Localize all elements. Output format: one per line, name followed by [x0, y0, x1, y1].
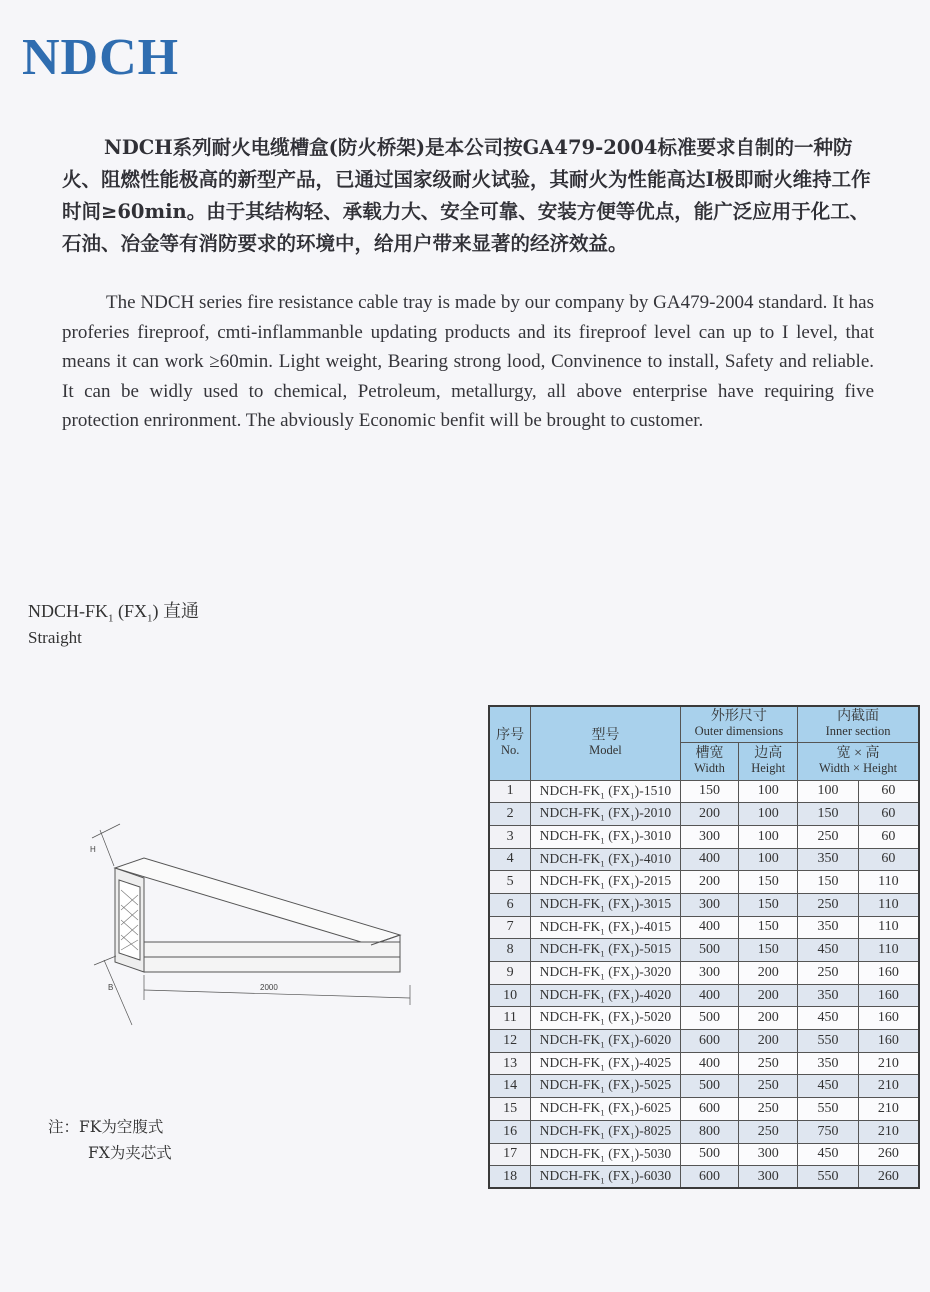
model-part: (FX [604, 964, 631, 979]
cell-no: 3 [489, 825, 531, 848]
cell-inner-height: 210 [858, 1075, 919, 1098]
table-row [489, 1120, 919, 1143]
page-title: NDCH [22, 29, 180, 86]
table-row [489, 825, 919, 848]
cell-inner-height: 210 [858, 1098, 919, 1121]
model-part: 4020 [643, 986, 672, 1002]
col-header-no-cn: 序号 [496, 728, 525, 744]
model-part: 1 [600, 971, 605, 982]
model-part: (FX [604, 850, 631, 866]
model-part: 1 [600, 1153, 605, 1164]
table-row [489, 1052, 919, 1075]
model-part: 1 [630, 1039, 635, 1050]
model-part: (FX [604, 986, 631, 1002]
cell-inner-width: 450 [798, 1143, 859, 1166]
cell-inner-height: 160 [858, 1030, 919, 1053]
col-header-wh [798, 742, 919, 780]
cell-width: 500 [680, 1075, 739, 1098]
model-part: )- [634, 1167, 644, 1183]
cell-no: 9 [489, 962, 531, 985]
model-part: (FX [604, 1167, 631, 1183]
note [48, 1114, 172, 1166]
table-row [489, 1166, 919, 1189]
height-dimension-label: H [90, 845, 96, 854]
cell-height: 300 [739, 1166, 798, 1189]
model-part: 5025 [643, 1077, 672, 1093]
model-part: NDCH-FK [539, 873, 601, 889]
cell-width: 300 [680, 893, 739, 916]
col-header-inner [798, 706, 919, 742]
model-part: )- [634, 805, 644, 821]
table-row [489, 893, 919, 916]
model-part: 1510 [643, 782, 672, 798]
col-header-height [739, 742, 798, 780]
cell-width: 150 [680, 780, 739, 803]
cell-inner-width: 450 [798, 1007, 859, 1030]
model-part: (FX [604, 1145, 631, 1161]
model-part: )- [634, 1032, 644, 1048]
model-part: 4010 [643, 850, 672, 866]
cell-inner-width: 250 [798, 893, 859, 916]
cell-height: 100 [739, 803, 798, 826]
model-part: 1 [630, 812, 635, 823]
model-part: (FX [604, 895, 631, 911]
cell-inner-height: 60 [858, 848, 919, 871]
model-part: NDCH-FK [539, 1054, 601, 1070]
spec-table [488, 705, 920, 1189]
cell-height: 150 [739, 916, 798, 939]
model-part: 1 [630, 835, 635, 846]
model-part: 1 [600, 880, 605, 891]
col-header-outer [680, 706, 798, 742]
model-part: 2010 [643, 805, 672, 821]
col-header-height-en: Height [751, 761, 786, 775]
table-row [489, 939, 919, 962]
col-header-no-en: No. [500, 743, 520, 758]
cell-inner-height: 160 [858, 962, 919, 985]
section-title-suffix: ) 直通 [152, 601, 200, 621]
col-header-width [680, 742, 739, 780]
model-part: 1 [630, 971, 635, 982]
cell-inner-width: 550 [798, 1098, 859, 1121]
width-dimension-label: B [108, 983, 114, 992]
model-part: )- [634, 895, 644, 911]
col-header-inner-en: Inner section [825, 724, 891, 739]
cell-no: 5 [489, 871, 531, 894]
cell-no: 12 [489, 1030, 531, 1053]
cell-inner-width: 250 [798, 825, 859, 848]
cell-inner-width: 350 [798, 1052, 859, 1075]
cell-width: 300 [680, 962, 739, 985]
width-dimension-line [104, 960, 132, 1025]
model-part: (FX [604, 1100, 631, 1116]
cell-height: 100 [739, 848, 798, 871]
model-part: 1 [630, 790, 635, 801]
cell-inner-width: 450 [798, 1075, 859, 1098]
cell-width: 400 [680, 1052, 739, 1075]
cell-model [531, 1075, 680, 1098]
model-part: )- [634, 918, 644, 934]
model-part: 1 [600, 1130, 605, 1141]
model-part: 1 [600, 1039, 605, 1050]
cell-width: 400 [680, 984, 739, 1007]
table-row [489, 1075, 919, 1098]
cell-inner-width: 350 [798, 916, 859, 939]
model-part: 3020 [643, 964, 672, 979]
cable-tray-diagram [80, 810, 425, 1040]
cell-height: 200 [739, 1030, 798, 1053]
model-part: 5020 [643, 1009, 672, 1025]
model-part: 1 [600, 1062, 605, 1073]
table-row [489, 1098, 919, 1121]
model-part: )- [634, 1100, 644, 1116]
cell-height: 250 [739, 1075, 798, 1098]
cell-inner-height: 160 [858, 1007, 919, 1030]
intro-english: The NDCH series fire resistance cable tray is made by our company by GA479-2004 standard. It has proferies fireproof, cmti-inflammanble updating products and its fireproof level can up to I level, that means it can work ≥60min. Light weight, Bearing strong lood, Convinence to install, Safety and reliable. It can be widly used to chemical, Petroleum, metallurgy, all above enterprise have requiring five protection enrironment. The abviously Economic benfit will be brought to customer. [62, 292, 874, 431]
section-title [28, 597, 199, 625]
cell-width: 500 [680, 1007, 739, 1030]
cell-no: 17 [489, 1143, 531, 1166]
model-part: 1 [600, 790, 605, 801]
model-part: NDCH-FK [539, 782, 601, 798]
cell-inner-width: 150 [798, 803, 859, 826]
model-part: 1 [600, 1085, 605, 1096]
cell-model [531, 962, 680, 985]
cell-width: 400 [680, 848, 739, 871]
cell-model [531, 939, 680, 962]
model-part: NDCH-FK [539, 1032, 601, 1048]
cell-width: 800 [680, 1120, 739, 1143]
model-part: )- [634, 782, 644, 798]
cell-model [531, 984, 680, 1007]
cell-inner-width: 150 [798, 871, 859, 894]
model-part: 1 [630, 858, 635, 869]
cell-inner-height: 210 [858, 1120, 919, 1143]
model-part: )- [634, 1145, 644, 1161]
cell-no: 8 [489, 939, 531, 962]
table-row [489, 803, 919, 826]
model-part: (FX [604, 1009, 631, 1025]
col-header-outer-cn: 外形尺寸 [710, 709, 767, 725]
model-part: (FX [604, 918, 631, 934]
model-part: )- [634, 827, 644, 843]
cell-height: 150 [739, 871, 798, 894]
cell-model [531, 848, 680, 871]
section-subtitle: Straight [28, 628, 82, 647]
cell-inner-width: 100 [798, 780, 859, 803]
cell-inner-height: 260 [858, 1143, 919, 1166]
model-part: 6030 [643, 1167, 672, 1183]
model-part: (FX [604, 873, 631, 889]
model-part: 6020 [643, 1032, 672, 1048]
cell-no: 2 [489, 803, 531, 826]
model-part: (FX [604, 782, 631, 798]
model-part: NDCH-FK [539, 1100, 601, 1116]
model-part: )- [634, 1009, 644, 1025]
model-part: NDCH-FK [539, 918, 601, 934]
cell-inner-height: 60 [858, 780, 919, 803]
table-row [489, 1007, 919, 1030]
model-part: 1 [630, 1017, 635, 1028]
col-header-outer-en: Outer dimensions [694, 724, 784, 739]
col-header-model-en: Model [589, 743, 622, 758]
col-header-height-cn: 边高 [754, 746, 783, 761]
model-part: NDCH-FK [539, 895, 601, 911]
model-part: (FX [604, 827, 631, 843]
model-part: )- [634, 1077, 644, 1093]
cell-inner-height: 110 [858, 871, 919, 894]
cell-no: 16 [489, 1120, 531, 1143]
cell-height: 250 [739, 1052, 798, 1075]
cell-no: 10 [489, 984, 531, 1007]
cell-height: 150 [739, 893, 798, 916]
col-header-width-en: Width [694, 761, 725, 775]
cell-height: 200 [739, 1007, 798, 1030]
cell-width: 600 [680, 1166, 739, 1189]
model-part: )- [634, 1054, 644, 1070]
cell-model [531, 1098, 680, 1121]
cell-height: 250 [739, 1120, 798, 1143]
cell-model [531, 1007, 680, 1030]
cell-inner-height: 110 [858, 939, 919, 962]
cell-inner-width: 750 [798, 1120, 859, 1143]
model-part: NDCH-FK [539, 827, 601, 843]
model-part: (FX [604, 1032, 631, 1048]
model-part: NDCH-FK [539, 1122, 601, 1138]
model-part: 5015 [643, 941, 672, 957]
model-part: NDCH-FK [539, 1145, 601, 1161]
model-part: 5030 [643, 1145, 672, 1161]
cell-model [531, 1143, 680, 1166]
cell-no: 14 [489, 1075, 531, 1098]
model-part: 1 [600, 812, 605, 823]
col-header-inner-cn: 内截面 [837, 709, 880, 725]
model-part: )- [634, 873, 644, 889]
cell-inner-height: 60 [858, 825, 919, 848]
model-part: 1 [630, 1107, 635, 1118]
model-part: (FX [604, 1054, 631, 1070]
model-part: 1 [630, 1085, 635, 1096]
model-part: (FX [604, 805, 631, 821]
cell-no: 7 [489, 916, 531, 939]
cell-no: 18 [489, 1166, 531, 1189]
cell-model [531, 780, 680, 803]
model-part: 1 [630, 949, 635, 959]
model-part: 1 [630, 903, 635, 914]
model-part: 1 [600, 1017, 605, 1028]
cell-height: 100 [739, 780, 798, 803]
model-part: (FX [604, 1077, 631, 1093]
cell-inner-width: 250 [798, 962, 859, 985]
model-part: 4015 [643, 918, 672, 934]
model-part: 1 [600, 1107, 605, 1118]
cell-width: 300 [680, 825, 739, 848]
model-part: (FX [604, 941, 631, 957]
cell-inner-height: 160 [858, 984, 919, 1007]
cell-width: 200 [680, 803, 739, 826]
model-part: NDCH-FK [539, 1167, 601, 1183]
model-part: 8025 [643, 1122, 672, 1138]
cell-inner-width: 550 [798, 1030, 859, 1053]
model-part: 2015 [643, 873, 672, 889]
length-dimension-label: 2000 [260, 983, 278, 992]
table-row [489, 848, 919, 871]
intro-chinese: NDCH系列耐火电缆槽盒(防火桥架)是本公司按GA479-2004标准要求自制的一种防火、阻燃性能极高的新型产品，已通过国家级耐火试验，其耐火为性能高达I极即耐火维持工作时间≥60min。由于其结构轻、承载力大、安全可靠、安装方便等优点，能广泛应用于化工、石油、冶金等有消防要求的环境中，给用户带来显著的经济效益。 [62, 136, 871, 255]
cell-width: 400 [680, 916, 739, 939]
cell-no: 11 [489, 1007, 531, 1030]
model-part: 3015 [643, 895, 672, 911]
section-title-prefix: NDCH-FK [28, 601, 109, 621]
cell-height: 250 [739, 1098, 798, 1121]
model-part: 1 [630, 1153, 635, 1164]
model-part: 1 [600, 926, 605, 937]
model-part: (FX [604, 1122, 631, 1138]
model-part: 1 [630, 1062, 635, 1073]
table-row [489, 962, 919, 985]
cell-height: 300 [739, 1143, 798, 1166]
cell-model [531, 803, 680, 826]
table-row [489, 984, 919, 1007]
table-row [489, 916, 919, 939]
model-part: 1 [630, 880, 635, 891]
cell-inner-height: 60 [858, 803, 919, 826]
model-part: NDCH-FK [539, 941, 601, 957]
model-part: 1 [600, 858, 605, 869]
cell-model [531, 1120, 680, 1143]
section-title-mid: (FX [113, 601, 148, 621]
cell-inner-height: 110 [858, 893, 919, 916]
model-part: 1 [600, 949, 605, 959]
cell-no: 13 [489, 1052, 531, 1075]
cell-inner-width: 350 [798, 984, 859, 1007]
cell-height: 200 [739, 962, 798, 985]
cell-inner-width: 550 [798, 1166, 859, 1189]
model-part: )- [634, 941, 644, 957]
model-part: 1 [630, 1130, 635, 1141]
table-row [489, 780, 919, 803]
model-part: )- [634, 1122, 644, 1138]
section-title-sub2: 1 [147, 612, 153, 625]
table-row [489, 871, 919, 894]
model-part: 1 [600, 903, 605, 914]
cell-model [531, 916, 680, 939]
cell-width: 600 [680, 1030, 739, 1053]
cell-no: 4 [489, 848, 531, 871]
cell-height: 150 [739, 939, 798, 962]
model-part: 3010 [643, 827, 672, 843]
note-line-1: 注：FK为空腹式 [48, 1118, 164, 1136]
model-part: 1 [600, 835, 605, 846]
cell-height: 200 [739, 984, 798, 1007]
height-dimension-line [100, 830, 114, 866]
cell-width: 600 [680, 1098, 739, 1121]
model-part: 6025 [643, 1100, 672, 1116]
col-header-no [489, 706, 531, 780]
cell-model [531, 871, 680, 894]
model-part: NDCH-FK [539, 964, 601, 979]
model-part: 1 [600, 1175, 605, 1186]
col-header-width-cn: 槽宽 [695, 746, 724, 761]
cell-no: 1 [489, 780, 531, 803]
model-part: 1 [630, 994, 635, 1005]
model-part: 4025 [643, 1054, 672, 1070]
model-part: 1 [600, 994, 605, 1005]
col-header-model [531, 706, 680, 780]
cell-inner-height: 210 [858, 1052, 919, 1075]
model-part: NDCH-FK [539, 1009, 601, 1025]
cell-model [531, 1030, 680, 1053]
cell-no: 15 [489, 1098, 531, 1121]
model-part: NDCH-FK [539, 1077, 601, 1093]
section-title-sub1: 1 [108, 612, 114, 625]
table-row [489, 1143, 919, 1166]
model-part: NDCH-FK [539, 986, 601, 1002]
spec-table-body [489, 780, 919, 1188]
model-part: )- [634, 850, 644, 866]
cell-model [531, 893, 680, 916]
cell-no: 6 [489, 893, 531, 916]
col-header-model-cn: 型号 [591, 728, 620, 744]
cell-model [531, 1052, 680, 1075]
model-part: 1 [630, 926, 635, 937]
cell-inner-height: 260 [858, 1166, 919, 1189]
cell-inner-height: 110 [858, 916, 919, 939]
model-part: NDCH-FK [539, 850, 601, 866]
cell-height: 100 [739, 825, 798, 848]
model-part: NDCH-FK [539, 805, 601, 821]
cell-model [531, 1166, 680, 1189]
model-part: 1 [630, 1175, 635, 1186]
cell-width: 200 [680, 871, 739, 894]
table-row [489, 1030, 919, 1053]
cell-width: 500 [680, 939, 739, 962]
col-header-wh-cn: 宽 × 高 [836, 746, 880, 761]
note-line-2: FX为夹芯式 [88, 1144, 172, 1162]
col-header-wh-en: Width × Height [819, 761, 898, 775]
cell-width: 500 [680, 1143, 739, 1166]
model-part: )- [634, 964, 644, 979]
model-part: )- [634, 986, 644, 1002]
cell-model [531, 825, 680, 848]
cell-inner-width: 450 [798, 939, 859, 962]
cell-inner-width: 350 [798, 848, 859, 871]
